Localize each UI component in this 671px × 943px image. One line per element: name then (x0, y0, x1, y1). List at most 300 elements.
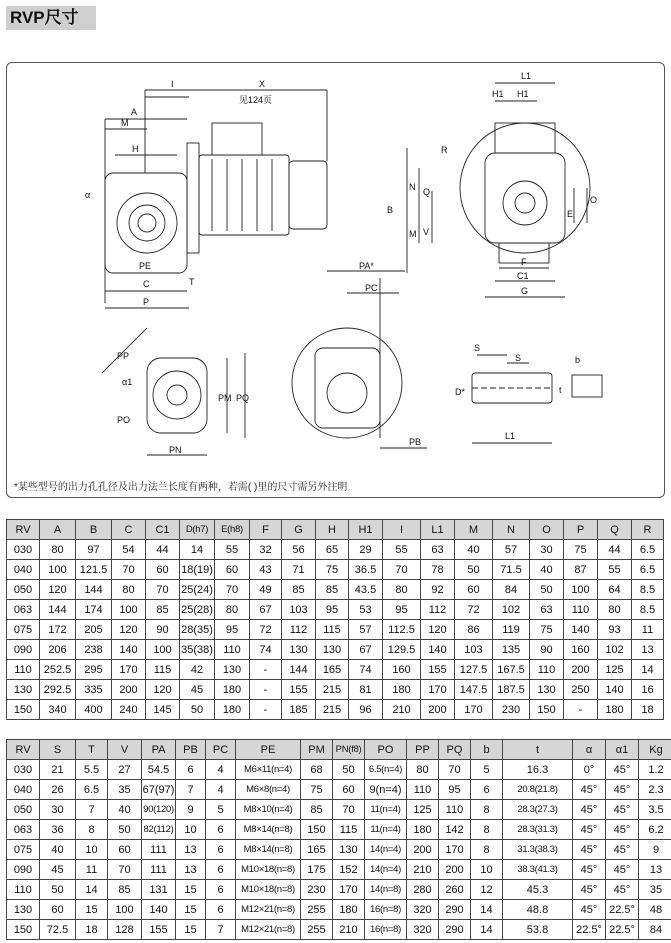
table-cell: 040 (7, 560, 40, 580)
table-cell: 63 (421, 540, 455, 560)
table-cell: 53 (349, 600, 383, 620)
table-cell: 155 (142, 920, 176, 940)
table-cell: 6 (206, 860, 236, 880)
column-header: PN(f8) (333, 740, 365, 760)
table-cell: 210 (333, 920, 365, 940)
dim-label-C1: C1 (517, 271, 529, 281)
table-cell: 6 (206, 900, 236, 920)
column-header: PE (236, 740, 301, 760)
column-header: H (316, 520, 349, 540)
table-cell: 43.5 (349, 580, 383, 600)
dim-label-PQ: PQ (236, 393, 250, 403)
table-cell: 255 (301, 900, 333, 920)
table-cell: 45° (573, 820, 606, 840)
dim-label-PE: PE (139, 261, 152, 271)
dim-label-M: M (121, 118, 129, 128)
table-cell: 92 (421, 580, 455, 600)
table-cell: 36 (40, 820, 76, 840)
table-cell: 100 (40, 560, 76, 580)
table-cell: 130 (282, 640, 316, 660)
table-cell: 115 (333, 820, 365, 840)
table-cell: 14(n=4) (365, 840, 407, 860)
table-cell: 210 (407, 860, 439, 880)
table-cell: 238 (76, 640, 112, 660)
table-cell: 10 (176, 820, 206, 840)
table-cell: 6.2 (639, 820, 671, 840)
table-cell: 185 (282, 700, 316, 720)
table-cell: 72 (455, 600, 493, 620)
column-header: H1 (349, 520, 383, 540)
table-cell: 95 (439, 780, 471, 800)
column-header: I (383, 520, 421, 540)
table-cell: 102 (493, 600, 530, 620)
table-cell: 8 (471, 840, 503, 860)
table-cell: 35 (639, 880, 671, 900)
table-cell: 16.3 (503, 760, 573, 780)
table-cell: 96 (349, 700, 383, 720)
dim-label-L1b: L1 (505, 431, 516, 441)
dim-label-P: P (143, 297, 150, 307)
table-cell: M6×8(n=4) (236, 780, 301, 800)
table-cell: 50 (455, 560, 493, 580)
dimension-table-2 (6, 739, 671, 940)
column-header: PC (206, 740, 236, 760)
column-header: M (455, 520, 493, 540)
table-cell: 95 (316, 600, 349, 620)
table-cell: 60 (146, 560, 180, 580)
column-header: t (503, 740, 573, 760)
table-cell: 56 (282, 540, 316, 560)
table-cell: 13 (632, 640, 664, 660)
dim-label-PO: PO (117, 415, 131, 425)
table-cell: 50 (40, 880, 76, 900)
table-cell: 75 (564, 540, 598, 560)
table-cell: 4 (206, 760, 236, 780)
table-cell: 110 (564, 600, 598, 620)
dim-label-PM: PM (218, 393, 232, 403)
table-row (7, 600, 664, 620)
dim-label-R: R (441, 145, 448, 155)
table-cell: 206 (40, 640, 76, 660)
table-cell: 3.5 (639, 800, 671, 820)
table-cell: 85 (108, 880, 142, 900)
table-cell: 45° (606, 760, 639, 780)
table-row (7, 540, 664, 560)
dim-label-PN: PN (169, 445, 182, 455)
table-cell: M8×14(n=8) (236, 820, 301, 840)
dim-label-PP: PP (117, 351, 130, 361)
table-cell: 85 (146, 600, 180, 620)
dim-label-T: T (189, 277, 195, 287)
table-cell: 110 (7, 880, 40, 900)
table-cell: 127.5 (455, 660, 493, 680)
table-cell: 255 (301, 920, 333, 940)
table-cell: 90(120) (142, 800, 176, 820)
table-cell: 14 (471, 920, 503, 940)
table-cell: 49 (250, 580, 282, 600)
front-view-flange (460, 123, 590, 253)
dimension-diagram (7, 63, 664, 497)
table-cell: 67 (250, 600, 282, 620)
table-cell: 172 (40, 620, 76, 640)
table-cell: 120 (146, 680, 180, 700)
table-row (7, 880, 671, 900)
dim-label-N: N (409, 182, 416, 192)
table-row (7, 680, 664, 700)
table-cell: 71.5 (493, 560, 530, 580)
table-cell: 40 (530, 560, 564, 580)
table-cell: 111 (142, 840, 176, 860)
table-cell: 70 (108, 860, 142, 880)
motor-fan-cover (289, 161, 327, 229)
table-cell: - (250, 700, 282, 720)
column-header: b (471, 740, 503, 760)
table-cell: 14 (76, 880, 108, 900)
table-cell: 78 (421, 560, 455, 580)
table-cell: 8.5 (632, 600, 664, 620)
table-cell: 7 (206, 920, 236, 940)
table-cell: 115 (316, 620, 349, 640)
table-cell: 22.5° (606, 920, 639, 940)
table-cell: 40 (108, 800, 142, 820)
table-cell: 155 (282, 680, 316, 700)
table-cell: 16(n=8) (365, 900, 407, 920)
table-cell: 35 (108, 780, 142, 800)
table-cell: 15 (176, 920, 206, 940)
dim-label-alpha1: α1 (122, 377, 133, 387)
footnote: *某些型号的出力孔孔径及出力法兰长度有两种，若需( )里的尺寸需另外注明 (14, 482, 348, 493)
table-cell: 35(38) (180, 640, 215, 660)
table-cell: 130 (7, 680, 40, 700)
table-cell: 25(24) (180, 580, 215, 600)
table-cell: 6.5(n=4) (365, 760, 407, 780)
column-header: E(h8) (215, 520, 250, 540)
dim-label-S2: S (515, 353, 522, 363)
table-cell: 128 (108, 920, 142, 940)
table-cell: M6×11(n=4) (236, 760, 301, 780)
table-cell: 260 (439, 880, 471, 900)
table-cell: 14 (471, 900, 503, 920)
table-cell: 45° (606, 800, 639, 820)
column-header: α1 (606, 740, 639, 760)
table-cell: 11 (76, 860, 108, 880)
column-header: R (632, 520, 664, 540)
table-cell: 063 (7, 600, 40, 620)
table-cell: M10×18(n=8) (236, 880, 301, 900)
dimension-table-1 (6, 519, 664, 720)
column-header: O (530, 520, 564, 540)
table-cell: 45° (573, 800, 606, 820)
dim-label-L1: L1 (521, 71, 532, 81)
table-cell: 8 (76, 820, 108, 840)
table-cell: M8×14(n=8) (236, 840, 301, 860)
table-cell: 5 (471, 760, 503, 780)
dim-label-Q: Q (423, 187, 431, 197)
table-header-row (7, 740, 671, 760)
table-cell: 32 (250, 540, 282, 560)
table-cell: 57 (493, 540, 530, 560)
table-cell: 152 (333, 860, 365, 880)
dim-label-E: E (567, 209, 574, 219)
table-cell: 6 (206, 820, 236, 840)
motor-flange (187, 143, 199, 253)
table-cell: 165 (301, 840, 333, 860)
column-header: V (108, 740, 142, 760)
table-row (7, 640, 664, 660)
table-cell: 120 (112, 620, 146, 640)
table-cell: 80 (598, 600, 632, 620)
table-cell: 135 (493, 640, 530, 660)
table-cell: 26 (40, 780, 76, 800)
table-cell: 80 (407, 760, 439, 780)
table-cell: 85 (282, 580, 316, 600)
table-cell: 60 (215, 560, 250, 580)
table-cell: 60 (40, 900, 76, 920)
table-cell: 140 (142, 900, 176, 920)
table-cell: 215 (316, 680, 349, 700)
table-cell: 70 (112, 560, 146, 580)
column-header: B (76, 520, 112, 540)
table-cell: 30 (530, 540, 564, 560)
table-cell: 54 (112, 540, 146, 560)
table-cell: 81 (349, 680, 383, 700)
table-cell: 68 (301, 760, 333, 780)
table-cell: 80 (215, 600, 250, 620)
table-cell: 167.5 (493, 660, 530, 680)
table-cell: 8.5 (632, 580, 664, 600)
table-cell: 230 (493, 700, 530, 720)
output-flange-face (147, 358, 207, 433)
table-cell: 110 (407, 780, 439, 800)
table-cell: 15 (176, 900, 206, 920)
table-cell: 125 (407, 800, 439, 820)
table-cell: 170 (455, 700, 493, 720)
table-cell: 063 (7, 820, 40, 840)
table-cell: 7 (176, 780, 206, 800)
table-cell: 45° (606, 860, 639, 880)
table-cell: 28(35) (180, 620, 215, 640)
table-cell: 44 (146, 540, 180, 560)
table-cell: 050 (7, 580, 40, 600)
table-cell: 130 (215, 660, 250, 680)
table-cell: 175 (301, 860, 333, 880)
table-cell: 290 (439, 920, 471, 940)
dim-label-H: H (132, 144, 139, 154)
dim-label-F: F (521, 257, 527, 267)
table-cell: 180 (598, 700, 632, 720)
table-cell: 170 (421, 680, 455, 700)
table-cell: 53.8 (503, 920, 573, 940)
dim-label-H1: H1 (492, 89, 504, 99)
table-cell: 60 (455, 580, 493, 600)
table-cell: 340 (40, 700, 76, 720)
table-cell: 45° (606, 820, 639, 840)
dim-label-H1b: H1 (517, 89, 529, 99)
table-cell: 70 (215, 580, 250, 600)
table-cell: 210 (383, 700, 421, 720)
table-cell: 54.5 (142, 760, 176, 780)
motor-body (199, 155, 289, 235)
table-cell: 160 (383, 660, 421, 680)
table-cell: 7 (76, 800, 108, 820)
table-cell: 70 (333, 800, 365, 820)
dim-label-I: I (171, 79, 174, 89)
technical-drawing (6, 62, 665, 498)
table-cell: 84 (493, 580, 530, 600)
table-cell: 170 (112, 660, 146, 680)
table-cell: 14(n=4) (365, 860, 407, 880)
table-cell: 20.8(21.8) (503, 780, 573, 800)
table-cell: 6 (471, 780, 503, 800)
table-cell: 130 (316, 640, 349, 660)
table-cell: 040 (7, 780, 40, 800)
dim-label-G: G (521, 286, 529, 296)
table-row (7, 760, 671, 780)
column-header: Kg (639, 740, 671, 760)
table-row (7, 780, 671, 800)
table-cell: 18 (632, 700, 664, 720)
dim-label-A: A (131, 107, 138, 117)
table-cell: 130 (333, 840, 365, 860)
column-header: PO (365, 740, 407, 760)
table-row (7, 800, 671, 820)
table-cell: 13 (176, 840, 206, 860)
table-cell: 144 (76, 580, 112, 600)
table-row (7, 820, 671, 840)
dim-label-PC: PC (365, 283, 378, 293)
table-cell: 16 (632, 680, 664, 700)
table-cell: 147.5 (455, 680, 493, 700)
table-cell: 44 (598, 540, 632, 560)
table-cell: 45° (573, 860, 606, 880)
column-header: C (112, 520, 146, 540)
table-cell: 45.3 (503, 880, 573, 900)
table-cell: 90 (146, 620, 180, 640)
table-cell: 215 (316, 700, 349, 720)
table-cell: 60 (108, 840, 142, 860)
table-cell: 6 (206, 880, 236, 900)
table-cell: 150 (7, 920, 40, 940)
table-cell: 40 (455, 540, 493, 560)
table-row (7, 560, 664, 580)
table-cell: 320 (407, 900, 439, 920)
table-cell: 250 (564, 680, 598, 700)
table-cell: 50 (108, 820, 142, 840)
table-cell: 15 (76, 900, 108, 920)
table-cell: 100 (146, 640, 180, 660)
table-cell: 67(97) (142, 780, 176, 800)
table-cell: 155 (421, 660, 455, 680)
table-cell: 13 (639, 860, 671, 880)
flange-view (292, 328, 402, 438)
table-cell: 200 (112, 680, 146, 700)
table-cell: 21 (40, 760, 76, 780)
table-cell: 2.3 (639, 780, 671, 800)
table-cell: 090 (7, 640, 40, 660)
front-view-body (485, 153, 565, 243)
table-cell: 140 (112, 640, 146, 660)
table-cell: 200 (421, 700, 455, 720)
table-cell: 45° (573, 900, 606, 920)
dim-label-PB: PB (409, 437, 422, 447)
table-cell: 70 (383, 560, 421, 580)
table-cell: M10×18(n=8) (236, 860, 301, 880)
table-cell: 180 (215, 680, 250, 700)
table-cell: 165 (316, 660, 349, 680)
column-header: L1 (421, 520, 455, 540)
table-cell: 84 (639, 920, 671, 940)
table-cell: 111 (142, 860, 176, 880)
table-cell: 45° (606, 880, 639, 900)
table-cell: 63 (530, 600, 564, 620)
table-cell: 29 (349, 540, 383, 560)
table-cell: 140 (564, 620, 598, 640)
table-cell: 38.3(41.3) (503, 860, 573, 880)
table-cell: 150 (301, 820, 333, 840)
table-cell: 22.5° (606, 900, 639, 920)
table-cell: 119 (493, 620, 530, 640)
table-cell: 11(n=4) (365, 800, 407, 820)
table-cell: 170 (439, 840, 471, 860)
table-cell: 030 (7, 760, 40, 780)
column-header: S (40, 740, 76, 760)
table-cell: 120 (40, 580, 76, 600)
table-cell: 5.5 (76, 760, 108, 780)
table-cell: 60 (333, 780, 365, 800)
table-cell: M12×21(n=8) (236, 920, 301, 940)
column-header: PQ (439, 740, 471, 760)
table-cell: 120 (421, 620, 455, 640)
keyway-detail (572, 375, 602, 397)
table-cell: 112 (421, 600, 455, 620)
table-cell: 090 (7, 860, 40, 880)
table-cell: 130 (7, 900, 40, 920)
table-cell: 115 (146, 660, 180, 680)
column-header: P (564, 520, 598, 540)
column-header: RV (7, 520, 40, 540)
table-cell: 121.5 (76, 560, 112, 580)
table-cell: 6.5 (632, 560, 664, 580)
table-row (7, 700, 664, 720)
table-cell: 45° (606, 780, 639, 800)
table-cell: 16(n=8) (365, 920, 407, 940)
table-row (7, 900, 671, 920)
dim-label-X: X (259, 79, 266, 89)
table-cell: 144 (40, 600, 76, 620)
table-cell: 75 (316, 560, 349, 580)
table-cell: 6 (206, 840, 236, 860)
table-cell: 180 (215, 700, 250, 720)
table-cell: 45° (573, 840, 606, 860)
table-cell: 200 (564, 660, 598, 680)
table-row (7, 840, 671, 860)
table-row (7, 860, 671, 880)
output-flange (117, 193, 177, 253)
table-cell: 14 (180, 540, 215, 560)
table-cell: 130 (530, 680, 564, 700)
table-cell: 18 (76, 920, 108, 940)
table-cell: M8×10(n=4) (236, 800, 301, 820)
table-cell: 45 (180, 680, 215, 700)
column-header: PB (176, 740, 206, 760)
table-cell: 230 (301, 880, 333, 900)
dim-label-B: B (387, 205, 394, 215)
table-cell: 6.5 (632, 540, 664, 560)
table-row (7, 920, 671, 940)
table-cell: 87 (564, 560, 598, 580)
table-cell: 14(n=8) (365, 880, 407, 900)
table-cell: 110 (530, 660, 564, 680)
